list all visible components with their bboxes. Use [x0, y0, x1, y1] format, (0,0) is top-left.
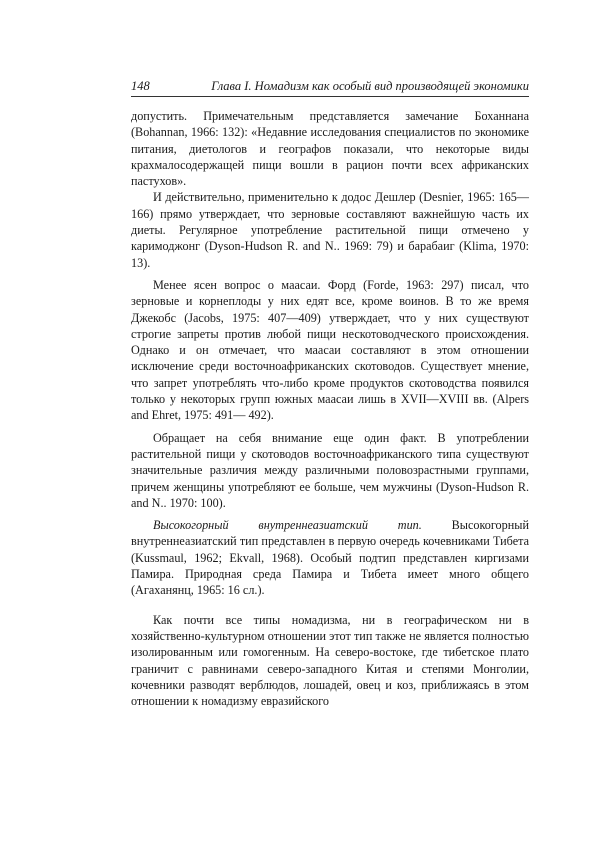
paragraph-3: Менее ясен вопрос о маасаи. Форд (Forde, 1963: 297) писал, что зерновые и корнеплоды у них едят все, кроме воинов. В то же время Джекобс (Jacobs, 1975: 407—409) утверждает, что у них существуют строгие запреты против любой пищи нескотоводческого происхождения. Однако и он отмечает, что маасаи составляют в этом отношении исключение среди восточноафриканских скотоводов. Существует мнение, что запрет употреблять что-либо кроме продуктов скотоводства появился только у некоторых групп южных маасаи лишь в XVII—XVIII вв. (Alpers and Ehret, 1975: 491— 492). [131, 277, 529, 423]
paragraph-5-text: Высокогорный внутреннеазиатский тип представлен в первую очередь кочевниками Тибета (Kussmaul, 1962; Ekvall, 1968). Особый подтип представлен киргизами Памира. Природная среда Памира и Тибета имеет много общего (Агаханянц, 1965: 16 сл.). [131, 518, 529, 598]
running-title: Глава I. Номадизм как особый вид производящей экономики [211, 79, 529, 93]
page-header [131, 78, 529, 97]
paragraph-4: Обращает на себя внимание еще один факт. В употреблении растительной пищи у скотоводов восточноафриканского типа существуют значительные различия между различными половозрастными группами, причем женщины употребляют ее больше, чем мужчины (Dyson-Hudson R. and N.. 1970: 100). [131, 430, 529, 510]
section-heading: Высокогорный внутреннеазиатский тип. [153, 518, 422, 533]
text-body [131, 108, 529, 709]
paragraph-2: И действительно, применительно к додос Дешлер (Desnier, 1965: 165—166) прямо утверждает, что зерновые составляют важнейшую часть их диеты. Регулярное употребление растительной пищи отмечено у каримоджонг (Dyson-Hudson R. and N.. 1969: 79) и барабаиг (Klima, 1970: 13). [131, 190, 529, 270]
paragraph-6: Как почти все типы номадизма, ни в географическом ни в хозяйственно-культурном отношении этот тип также не является полностью изолированным или гомогенным. На северо-востоке, где тибетское плато граничит с равнинами северо-западного Китая и степями Монголии, кочевники разводят верблюдов, лошадей, овец и коз, приближаясь в этом отношении к номадизму евразийского [131, 612, 529, 709]
page-number: 148 [131, 79, 150, 93]
paragraph-5 [131, 517, 529, 598]
paragraph-1: допустить. Примечательным представляется замечание Боханнана (Bohannan, 1966: 132): «Недавние исследования специалистов по экономике питания, диетологов и географов показали, что некоторые виды крахмалосодержащей пищи вошли в рацион почти всех африканских пастухов». [131, 109, 529, 189]
